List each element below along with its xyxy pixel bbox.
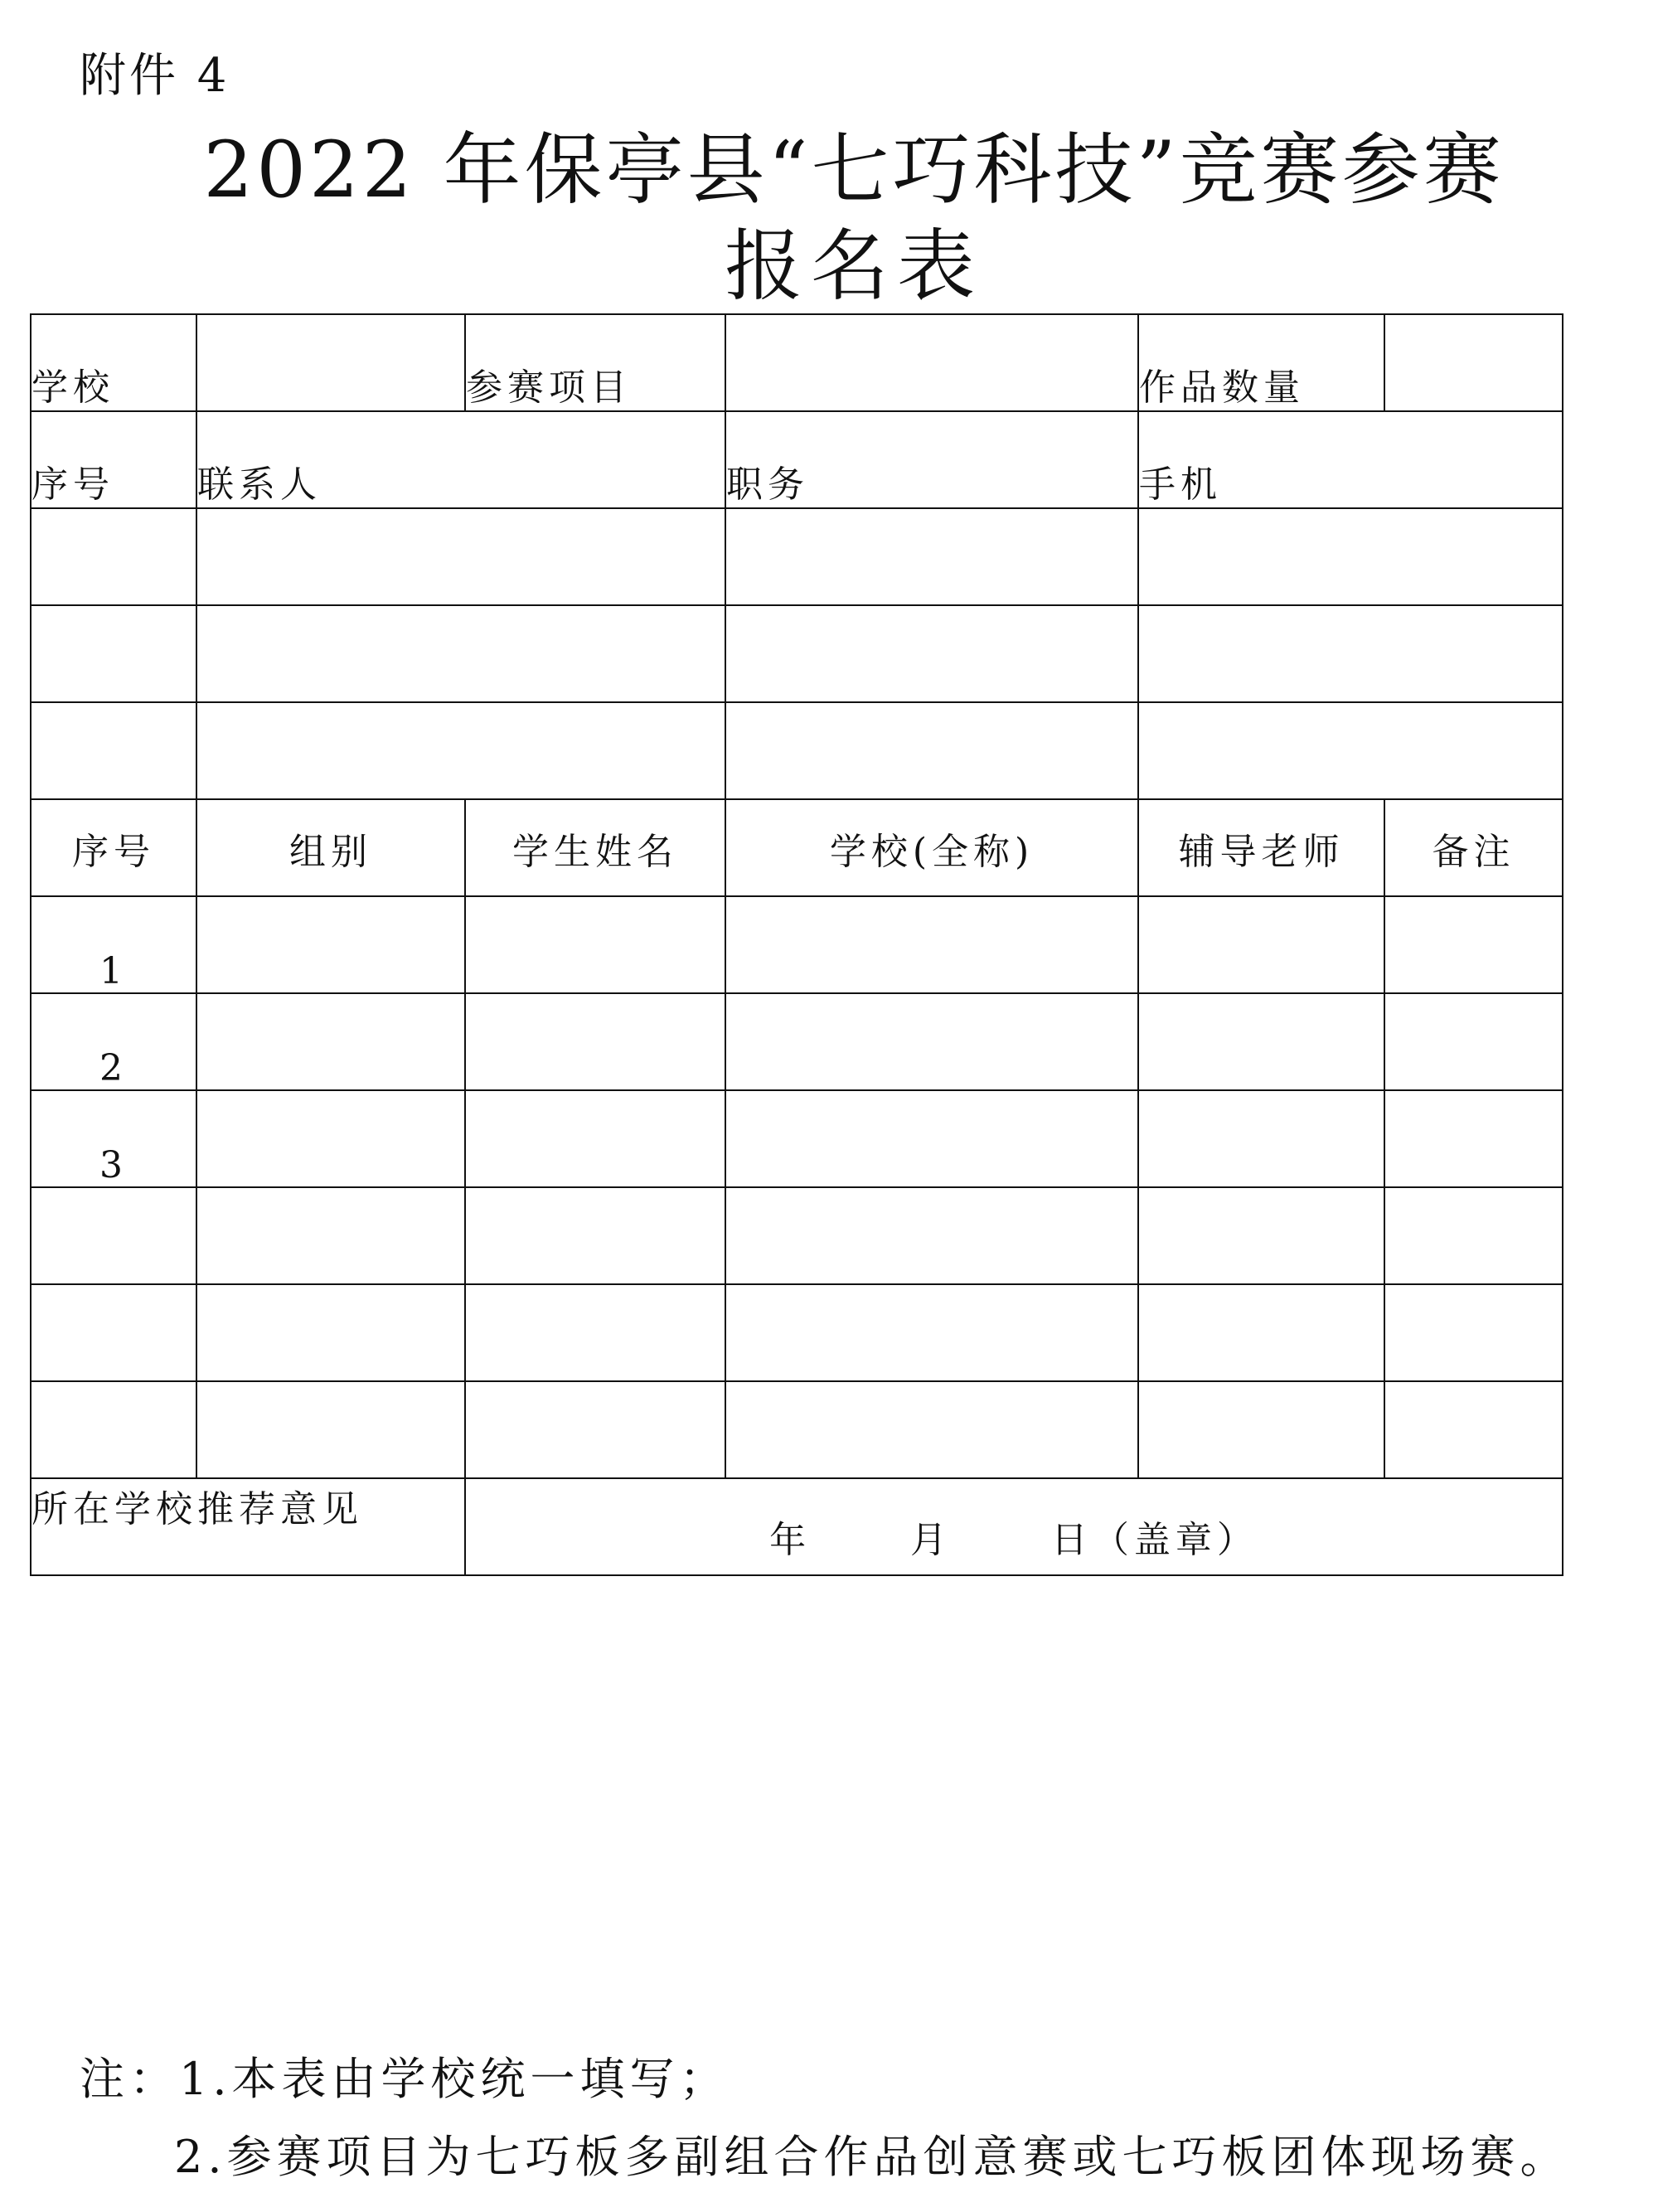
student-school-cell[interactable] (725, 993, 1138, 1090)
works-count-label: 作品数量 (1138, 314, 1384, 411)
contact-phone-header: 手机 (1138, 411, 1563, 508)
contact-phone-cell[interactable] (1138, 508, 1563, 605)
student-index-cell: 2 (31, 993, 196, 1090)
student-school-cell[interactable] (725, 1284, 1138, 1381)
student-name-cell[interactable] (465, 896, 725, 993)
contact-row (31, 702, 1563, 799)
contact-person-cell[interactable] (196, 702, 725, 799)
contact-person-cell[interactable] (196, 605, 725, 702)
contact-phone-cell[interactable] (1138, 605, 1563, 702)
recommendation-label: 所在学校推荐意见 (31, 1478, 465, 1575)
contact-row (31, 508, 1563, 605)
contact-position-cell[interactable] (725, 508, 1138, 605)
student-group-cell[interactable] (196, 1187, 465, 1284)
student-row (31, 896, 1563, 993)
recommendation-row (31, 1478, 1563, 1575)
student-teacher-header: 辅导老师 (1138, 799, 1384, 896)
student-header-row (31, 799, 1563, 896)
contact-index-cell[interactable] (31, 605, 196, 702)
student-row (31, 1284, 1563, 1381)
student-row (31, 1090, 1563, 1187)
form-header-row (31, 314, 1563, 411)
student-teacher-cell[interactable] (1138, 1284, 1384, 1381)
registration-form-table (30, 313, 1563, 1576)
contact-person-header: 联系人 (196, 411, 725, 508)
contact-index-cell[interactable] (31, 508, 196, 605)
student-remarks-cell[interactable] (1384, 1187, 1563, 1284)
contact-position-cell[interactable] (725, 702, 1138, 799)
student-row (31, 1381, 1563, 1478)
contact-index-header: 序号 (31, 411, 196, 508)
contact-person-cell[interactable] (196, 508, 725, 605)
date-stamp-line: 年 月 日（盖章） (769, 1519, 1258, 1561)
student-teacher-cell[interactable] (1138, 1090, 1384, 1187)
student-school-header: 学校(全称) (725, 799, 1138, 896)
student-remarks-header: 备注 (1384, 799, 1563, 896)
note-line-2: 2.参赛项目为七巧板多副组合作品创意赛或七巧板团体现场赛。 (174, 2131, 1570, 2183)
student-row (31, 1187, 1563, 1284)
student-name-header: 学生姓名 (465, 799, 725, 896)
student-teacher-cell[interactable] (1138, 1187, 1384, 1284)
student-school-cell[interactable] (725, 1187, 1138, 1284)
student-group-cell[interactable] (196, 896, 465, 993)
project-field[interactable] (725, 314, 1138, 411)
recommendation-field[interactable] (465, 1478, 1563, 1575)
student-school-cell[interactable] (725, 1090, 1138, 1187)
note-line-1: 注：1.本表由学校统一填写； (80, 2053, 730, 2105)
student-name-cell[interactable] (465, 1090, 725, 1187)
student-remarks-cell[interactable] (1384, 1090, 1563, 1187)
student-teacher-cell[interactable] (1138, 993, 1384, 1090)
project-label: 参赛项目 (465, 314, 725, 411)
student-group-cell[interactable] (196, 1090, 465, 1187)
student-name-cell[interactable] (465, 1187, 725, 1284)
student-remarks-cell[interactable] (1384, 1284, 1563, 1381)
student-group-cell[interactable] (196, 1284, 465, 1381)
student-group-cell[interactable] (196, 993, 465, 1090)
form-title-line-2: 报名表 (724, 221, 983, 312)
student-name-cell[interactable] (465, 1284, 725, 1381)
student-remarks-cell[interactable] (1384, 1381, 1563, 1478)
student-teacher-cell[interactable] (1138, 896, 1384, 993)
student-index-cell (31, 1381, 196, 1478)
contact-position-cell[interactable] (725, 605, 1138, 702)
school-field[interactable] (196, 314, 465, 411)
student-remarks-cell[interactable] (1384, 993, 1563, 1090)
student-group-cell[interactable] (196, 1381, 465, 1478)
student-name-cell[interactable] (465, 1381, 725, 1478)
student-index-cell (31, 1284, 196, 1381)
student-index-header: 序号 (31, 799, 196, 896)
contact-index-cell[interactable] (31, 702, 196, 799)
contact-position-header: 职务 (725, 411, 1138, 508)
student-remarks-cell[interactable] (1384, 896, 1563, 993)
student-index-cell: 3 (31, 1090, 196, 1187)
school-label: 学校 (31, 314, 196, 411)
student-group-header: 组别 (196, 799, 465, 896)
contact-row (31, 605, 1563, 702)
student-index-cell: 1 (31, 896, 196, 993)
attachment-label: 附件 4 (80, 49, 230, 103)
student-school-cell[interactable] (725, 1381, 1138, 1478)
works-count-field[interactable] (1384, 314, 1563, 411)
form-title-line-1: 2022 年保亭县“七巧科技”竞赛参赛 (203, 125, 1505, 216)
student-school-cell[interactable] (725, 896, 1138, 993)
student-row (31, 993, 1563, 1090)
contact-header-row (31, 411, 1563, 508)
student-index-cell (31, 1187, 196, 1284)
contact-phone-cell[interactable] (1138, 702, 1563, 799)
student-teacher-cell[interactable] (1138, 1381, 1384, 1478)
student-name-cell[interactable] (465, 993, 725, 1090)
